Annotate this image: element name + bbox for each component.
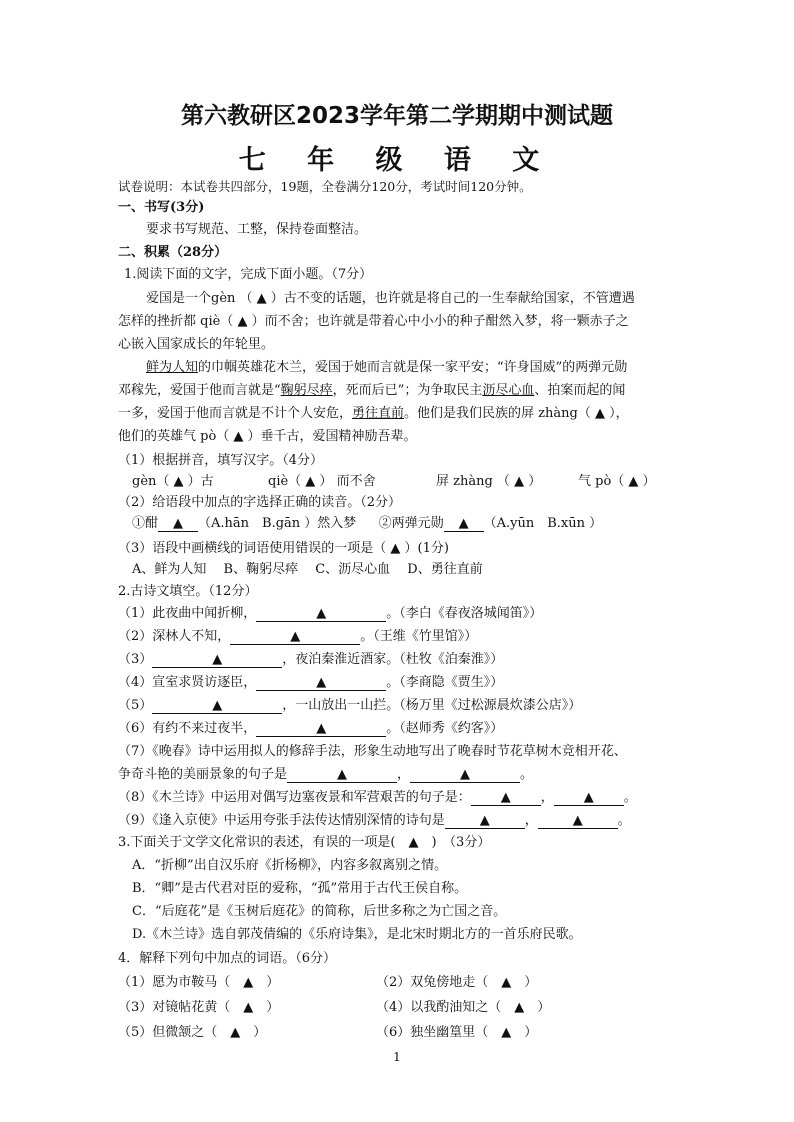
pinyin-answer-3[interactable]: 屏 zhàng （ ▲ ） [436,474,542,489]
section-1-text: 要求书写规范、工整，保持卷面整洁。 [146,222,368,237]
poem-fill-item [118,628,477,646]
answer-blank[interactable]: ▲ [410,768,520,783]
q1-subquestion-2: （2）给语段中加点的字选择正确的读音。（2分） [118,495,402,510]
section-2-title: 二、积累（28分） [118,245,228,260]
answer-blank[interactable]: ▲ [152,653,282,668]
underlined-phrase: 鞠躬尽瘁 [280,383,333,398]
poem-line: （8）《木兰诗》中运用对偶写边塞夜景和军营艰苦的句子是： [118,790,471,805]
q1-passage-line: 怎样的挫折都 qiè（ ▲ ）而不舍；也许就是带着心中小小的种子酣然入梦，将一颗赤子之 [118,314,629,329]
passage-text: 、拍案而起的闻 [534,383,626,398]
word-explain-item[interactable]: （2）双兔傍地走（ ▲ ） [376,975,538,990]
reading-item-label: ①酣 [132,516,159,531]
q1-passage-line [118,382,625,400]
pinyin-answer-2[interactable]: qiè（ ▲ ） 而不舍 [268,474,376,489]
poem-fill-item [118,674,503,692]
answer-blank[interactable]: ▲ [444,517,484,532]
poem-fill-item [118,605,542,623]
q1-passage-line: 心嵌入国家成长的年轮里。 [118,337,275,352]
poem-line: （2）深林人不知， [118,629,231,644]
poem-fill-item: （9）《逢入京使》中运用夸张手法传达情别深情的诗句是 ▲ ， ▲ 。 [118,813,631,828]
underlined-phrase: 沥尽心血 [482,383,535,398]
q2-item-7-prompt: （7）《晚春》诗中运用拟人的修辞手法，形象生动地写出了晚春时节花草树木竞相开花、 [118,744,627,759]
answer-blank[interactable]: ▲ [287,768,397,783]
reading-item-label: ②两弹元勋 [378,516,444,531]
poem-line: （1）此夜曲中闻折柳， [118,606,257,621]
poem-source: 。（李商隐《贾生》） [386,675,504,690]
word-explain-item[interactable]: （5）但微颔之（ ▲ ） [118,1025,267,1040]
poem-fill-item [118,720,503,738]
section-1-title: 一、书写(3分) [118,200,205,215]
underlined-phrase: 鲜为人知 [146,360,199,375]
q1-subquestion-1: （1）根据拼音，填写汉字。（4分） [118,453,324,468]
poem-source: 。（王维《竹里馆》） [360,629,478,644]
poem-fill-item: （8）《木兰诗》中运用对偶写边塞夜景和军营艰苦的句子是： ▲ ， ▲ 。 [118,790,637,805]
reading-options: （A.hān B.gān ）然入梦 [198,516,357,531]
word-explain-item[interactable]: （3）对镜帖花黄（ ▲ ） [118,1000,280,1015]
q1-passage-line [146,359,627,377]
q3-option-a[interactable]: A．“折柳”出自汉乐府《折杨柳》，内容多叙离别之情。 [132,858,448,873]
poem-source: ，一山放出一山拦。（杨万里《过松源晨炊漆公店》） [282,698,582,713]
q1-title: 1.阅读下面的文字，完成下面小题。（7分） [124,267,373,282]
answer-blank[interactable]: ▲ [445,814,525,829]
word-explain-item[interactable]: （1）愿为市鞍马（ ▲ ） [118,975,280,990]
word-explain-item[interactable]: （6）独坐幽篁里（ ▲ ） [376,1025,538,1040]
answer-blank[interactable]: ▲ [554,791,624,806]
answer-blank[interactable]: ▲ [256,607,386,622]
q1-subquestion-3-options[interactable]: A、鲜为人知 B、鞠躬尽瘁 C、沥尽心血 D、勇往直前 [132,562,483,577]
answer-blank[interactable]: ▲ [256,676,386,691]
poem-fill-item [118,651,503,669]
underlined-phrase: 勇往直前 [352,406,405,421]
poem-source: ，夜泊秦淮近酒家。（杜牧《泊秦淮》） [282,652,504,667]
answer-blank[interactable]: ▲ [158,517,198,532]
passage-text: 。他们是我们民族的屏 zhàng（ ▲ ）， [404,406,629,421]
answer-blank[interactable]: ▲ [230,630,360,645]
poem-line: （5） [118,698,153,713]
page-number: 1 [393,1050,401,1064]
poem-line: （4）宣室求贤访逐臣， [118,675,257,690]
passage-text: 的巾帼英雄花木兰，爱国于她而言就是保一家平安；“许身国威”的两弹元勋 [198,360,628,375]
q3-option-b[interactable]: B．“卿”是古代君对臣的爱称，“孤”常用于古代王侯自称。 [132,881,468,896]
poem-fill-item [118,697,581,715]
answer-blank[interactable]: ▲ [256,722,386,737]
passage-text: 一多，爱国于他而言就是不计个人安危， [118,406,353,421]
q3-title: 3.下面关于文学文化常识的表述，有误的一项是( ▲ ) （3分） [118,835,491,850]
answer-blank[interactable]: ▲ [152,699,282,714]
answer-blank[interactable]: ▲ [538,814,618,829]
q4-title: 4．解释下列句中加点的词语。（6分） [118,951,337,966]
reading-options: （A.yūn B.xūn ） [483,516,603,531]
poem-line: （9）《逢入京使》中运用夸张手法传达情别深情的诗句是 [118,813,445,828]
exam-subtitle: 七 年 级 语 文 [238,145,556,176]
q1-passage-line: 他们的英雄气 pò（ ▲ ）垂千古，爱国精神励吾辈。 [118,429,417,444]
poem-line: （6）有约不来过夜半， [118,721,257,736]
pinyin-answer-4[interactable]: 气 pò（ ▲ ） [578,474,656,489]
q3-option-d[interactable]: D.《木兰诗》选自郭茂倩编的《乐府诗集》，是北宋时期北方的一首乐府民歌。 [132,927,582,942]
passage-text: ，死而后已”；为争取民主 [332,383,483,398]
poem-fill-item: 争奇斗艳的美丽景象的句子是 ▲ ， ▲ 。 [118,767,534,782]
exam-title: 第六教研区2023学年第二学期期中测试题 [180,103,613,129]
poem-source: 。（赵师秀《约客》） [386,721,504,736]
answer-blank[interactable]: ▲ [471,791,541,806]
q1-subquestion-3: （3）语段中画横线的词语使用错误的一项是（ ▲ ）(1分) [118,541,449,556]
passage-text: 邓稼先，爱国于他而言就是“ [118,383,281,398]
reading-choice-line [132,515,602,533]
instructions: 试卷说明：本试卷共四部分，19题，全卷满分120分，考试时间120分钟。 [118,179,532,194]
q1-passage-line [118,405,629,423]
pinyin-answer-1[interactable]: gèn（ ▲ ）古 [132,474,214,489]
poem-line: 争奇斗艳的美丽景象的句子是 [118,767,288,782]
poem-source: 。（李白《春夜洛城闻笛》） [386,606,543,621]
q3-option-c[interactable]: C．“后庭花”是《玉树后庭花》的简称，后世多称之为亡国之音。 [132,904,507,919]
poem-line: （3） [118,652,153,667]
word-explain-item[interactable]: （4）以我酌油知之（ ▲ ） [376,1000,551,1015]
q2-title: 2.古诗文填空。（12分） [118,584,258,599]
q1-passage-line: 爱国是一个gèn （ ▲ ）古不变的话题，也许就是将自己的一生奉献给国家，不管遭遇 [146,291,635,306]
